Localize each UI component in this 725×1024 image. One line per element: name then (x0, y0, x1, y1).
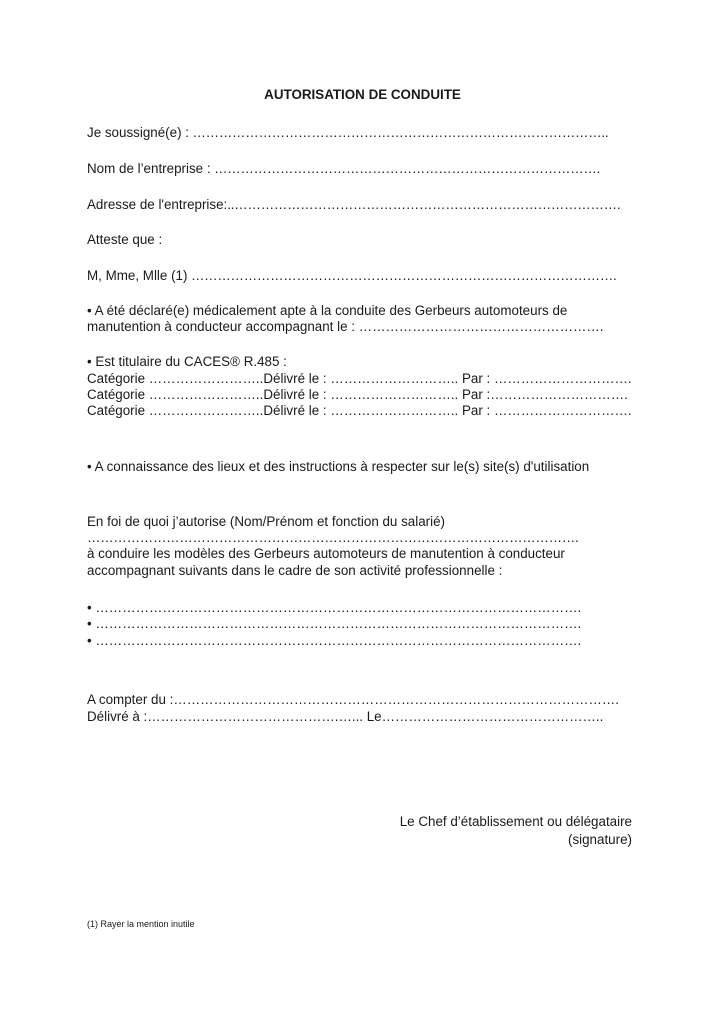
autorisation-line-1: En foi de quoi j’autorise (Nom/Prénom et fonction du salarié) (87, 514, 446, 529)
civilite-label: M, Mme, Mlle (1) (87, 268, 188, 283)
adresse-entreprise-label: Adresse de l'entreprise: (87, 197, 228, 212)
connaissance-line: • A connaissance des lieux et des instructions à respecter sur le(s) site(s) d'utilisation (87, 459, 590, 474)
caces-row[interactable]: Catégorie ……………………..Délivré le : ……………………….. Par :…………………………. (87, 387, 628, 402)
medical-line-2[interactable]: manutention à conducteur accompagnant le : ………………………………………………. (87, 319, 604, 334)
caces-heading: • Est titulaire du CACES® R.485 : (87, 354, 287, 369)
adresse-entreprise-blank[interactable]: ..……………………………………………………………………………. (227, 197, 621, 212)
soussigne-field (87, 125, 608, 141)
civilite-field (87, 268, 617, 284)
nom-entreprise-label: Nom de l’entreprise : (87, 161, 211, 176)
adresse-entreprise-field (87, 197, 620, 213)
atteste-label: Atteste que : (87, 232, 163, 247)
modele-item[interactable]: • ………………………………………………………………………………………………. (87, 616, 582, 631)
signature-label: (signature) (567, 832, 632, 847)
caces-row[interactable]: Catégorie ……………………..Délivré le : ……………………….. Par : …………………………. (87, 403, 632, 418)
delivre-field[interactable]: Délivré à :…………………………………….…... Le………………………………………….. (87, 709, 604, 724)
autorisation-name-blank[interactable]: …………………………………………………………………………………………………. (87, 530, 579, 545)
civilite-blank[interactable]: ……………………………………………………………………………………. (187, 268, 617, 283)
signature-title: Le Chef d’établissement ou délégataire (399, 814, 632, 829)
soussigne-blank[interactable]: ………………………………………………………………………………….. (188, 125, 609, 140)
a-compter-field[interactable]: A compter du :………………………………………………………………………………………. (87, 692, 619, 707)
modele-item[interactable]: • ………………………………………………………………………………………………. (87, 600, 582, 615)
medical-line-1: • A été déclaré(e) médicalement apte à la conduite des Gerbeurs automoteurs de (87, 303, 568, 318)
nom-entreprise-field (87, 161, 600, 177)
soussigne-label: Je soussigné(e) : (87, 125, 189, 140)
nom-entreprise-blank[interactable]: ……………………………………………………………………………. (210, 161, 601, 176)
footnote: (1) Rayer la mention inutile (87, 919, 195, 929)
document-title: AUTORISATION DE CONDUITE (264, 87, 461, 102)
modele-item[interactable]: • ………………………………………………………………………………………………. (87, 633, 582, 648)
caces-row[interactable]: Catégorie ……………………..Délivré le : ……………………….. Par : …………………………. (87, 371, 632, 386)
autorisation-line-4: accompagnant suivants dans le cadre de son activité professionnelle : (87, 563, 503, 578)
autorisation-line-3: à conduire les modèles des Gerbeurs automoteurs de manutention à conducteur (87, 546, 565, 561)
